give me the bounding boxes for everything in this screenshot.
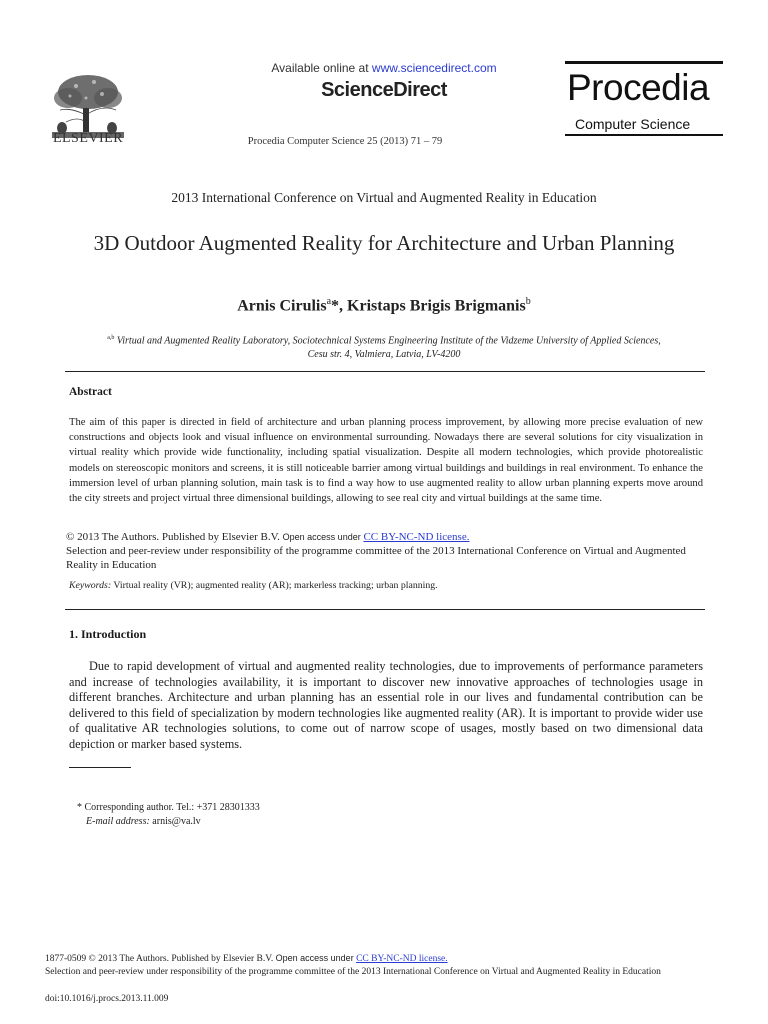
procedia-logo-title: Procedia (567, 67, 710, 108)
abstract-top-rule (65, 371, 705, 372)
footer-peer-review: Selection and peer-review under responsibility of the programme committee of the 2013 International Conference on Virtual and Augmented Reality in Education (45, 967, 661, 977)
footer-doi: doi:10.1016/j.procs.2013.11.009 (45, 994, 169, 1004)
email-note (86, 816, 201, 827)
sciencedirect-link[interactable]: www.sciencedirect.com (371, 61, 497, 75)
author-name: Arnis Cirulis (237, 297, 327, 315)
abstract-text: The aim of this paper is directed in field of architecture and urban planning process improvement, by allowing more precise evaluation of new constructions and objects look and visual influence on environmental surrounding. Nowadays there are several solutions for city visualization in virtual reality which provide wide functionality, including spatial visualization. Despite all modern technologies, which provide photorealistic models on stereoscopic monitors and screens, it is still noticeable barrier among virtual buildings and buildings in real environment. To enhance the immersion level of urban planning solution, main task is to find a way how to use augmented reality to allow urban planning experts move around the city streets and project virtual three dimensional buildings, allowing to see real city and virtual buildings at the same time. (69, 417, 703, 505)
section-heading: 1. Introduction (69, 627, 147, 641)
affiliation-line-2: Cesu str. 4, Valmiera, Latvia, LV-4200 (307, 349, 461, 361)
email-address: arnis@va.lv (152, 816, 201, 827)
elsevier-wordmark: ELSEVIER (52, 131, 124, 146)
license-link[interactable]: CC BY-NC-ND license. (363, 531, 470, 543)
author-list (0, 296, 768, 315)
abstract-copyright (66, 530, 706, 572)
corresponding-mark: * (331, 297, 340, 315)
author-affiliation-mark: b (525, 296, 531, 307)
author-affiliation-mark: a (326, 296, 332, 307)
abstract-heading: Abstract (69, 386, 112, 398)
keywords-label: Keywords: (69, 580, 112, 591)
conference-name: 2013 International Conference on Virtual and Augmented Reality in Education (171, 190, 597, 205)
peer-review-text: Selection and peer-review under responsibility of the programme committee of the 2013 International Conference on Virtual and Augmented Reality in Education (66, 545, 686, 571)
affiliation-line-1: Virtual and Augmented Reality Laboratory, Sociotechnical Systems Engineering Institute of the Vidzeme University of Applied Sciences, (116, 335, 661, 347)
author-separator: , (339, 297, 348, 315)
corresponding-author-note: * Corresponding author. Tel.: +371 28301333 (77, 802, 260, 813)
keywords (69, 580, 709, 591)
abstract-bottom-rule (65, 609, 705, 610)
available-online-text: Available online at (271, 61, 372, 75)
keywords-list: Virtual reality (VR); augmented reality (AR); markerless tracking; urban planning. (113, 580, 438, 591)
copyright-text: © 2013 The Authors. Published by Elsevier B.V. (66, 531, 280, 543)
affiliation-mark: a,b (107, 335, 115, 341)
email-label: E-mail address: (86, 816, 150, 827)
open-access-label: Open access under (282, 532, 361, 542)
footnote-rule (69, 767, 131, 768)
footer-copyright (45, 953, 448, 964)
sciencedirect-wordmark: ScienceDirect (321, 79, 447, 101)
paper-title: 3D Outdoor Augmented Reality for Architecture and Urban Planning (93, 231, 675, 255)
procedia-logo-subtitle: Computer Science (575, 116, 691, 132)
footer-license-link[interactable]: CC BY-NC-ND license. (356, 954, 448, 964)
procedia-logo-top-rule (565, 61, 723, 64)
footer-open-access-label: Open access under (275, 953, 354, 963)
affiliation (60, 331, 708, 362)
introduction-paragraph: Due to rapid development of virtual and augmented reality technologies, due to improvements of performance parameters and increase of technologies availability, it is important to discover new innovative approaches of technologies usage in different branches. Architecture and urban planning has an essential role in our lives and fundamental contribution can be delivered to this field of specialization by modern technologies like augmented reality (AR). It is important to provide wider use of qualitative AR technologies solutions, to come out of narrow scope of usages, mostly based on two dimensional data depiction or marker based systems. (69, 659, 703, 751)
footer-issn-copyright: 1877-0509 © 2013 The Authors. Published by Elsevier B.V. (45, 954, 274, 964)
author-name: Kristaps Brigis Brigmanis (347, 297, 526, 315)
journal-reference: Procedia Computer Science 25 (2013) 71 – 79 (247, 136, 443, 147)
procedia-logo-bottom-rule (565, 134, 723, 136)
